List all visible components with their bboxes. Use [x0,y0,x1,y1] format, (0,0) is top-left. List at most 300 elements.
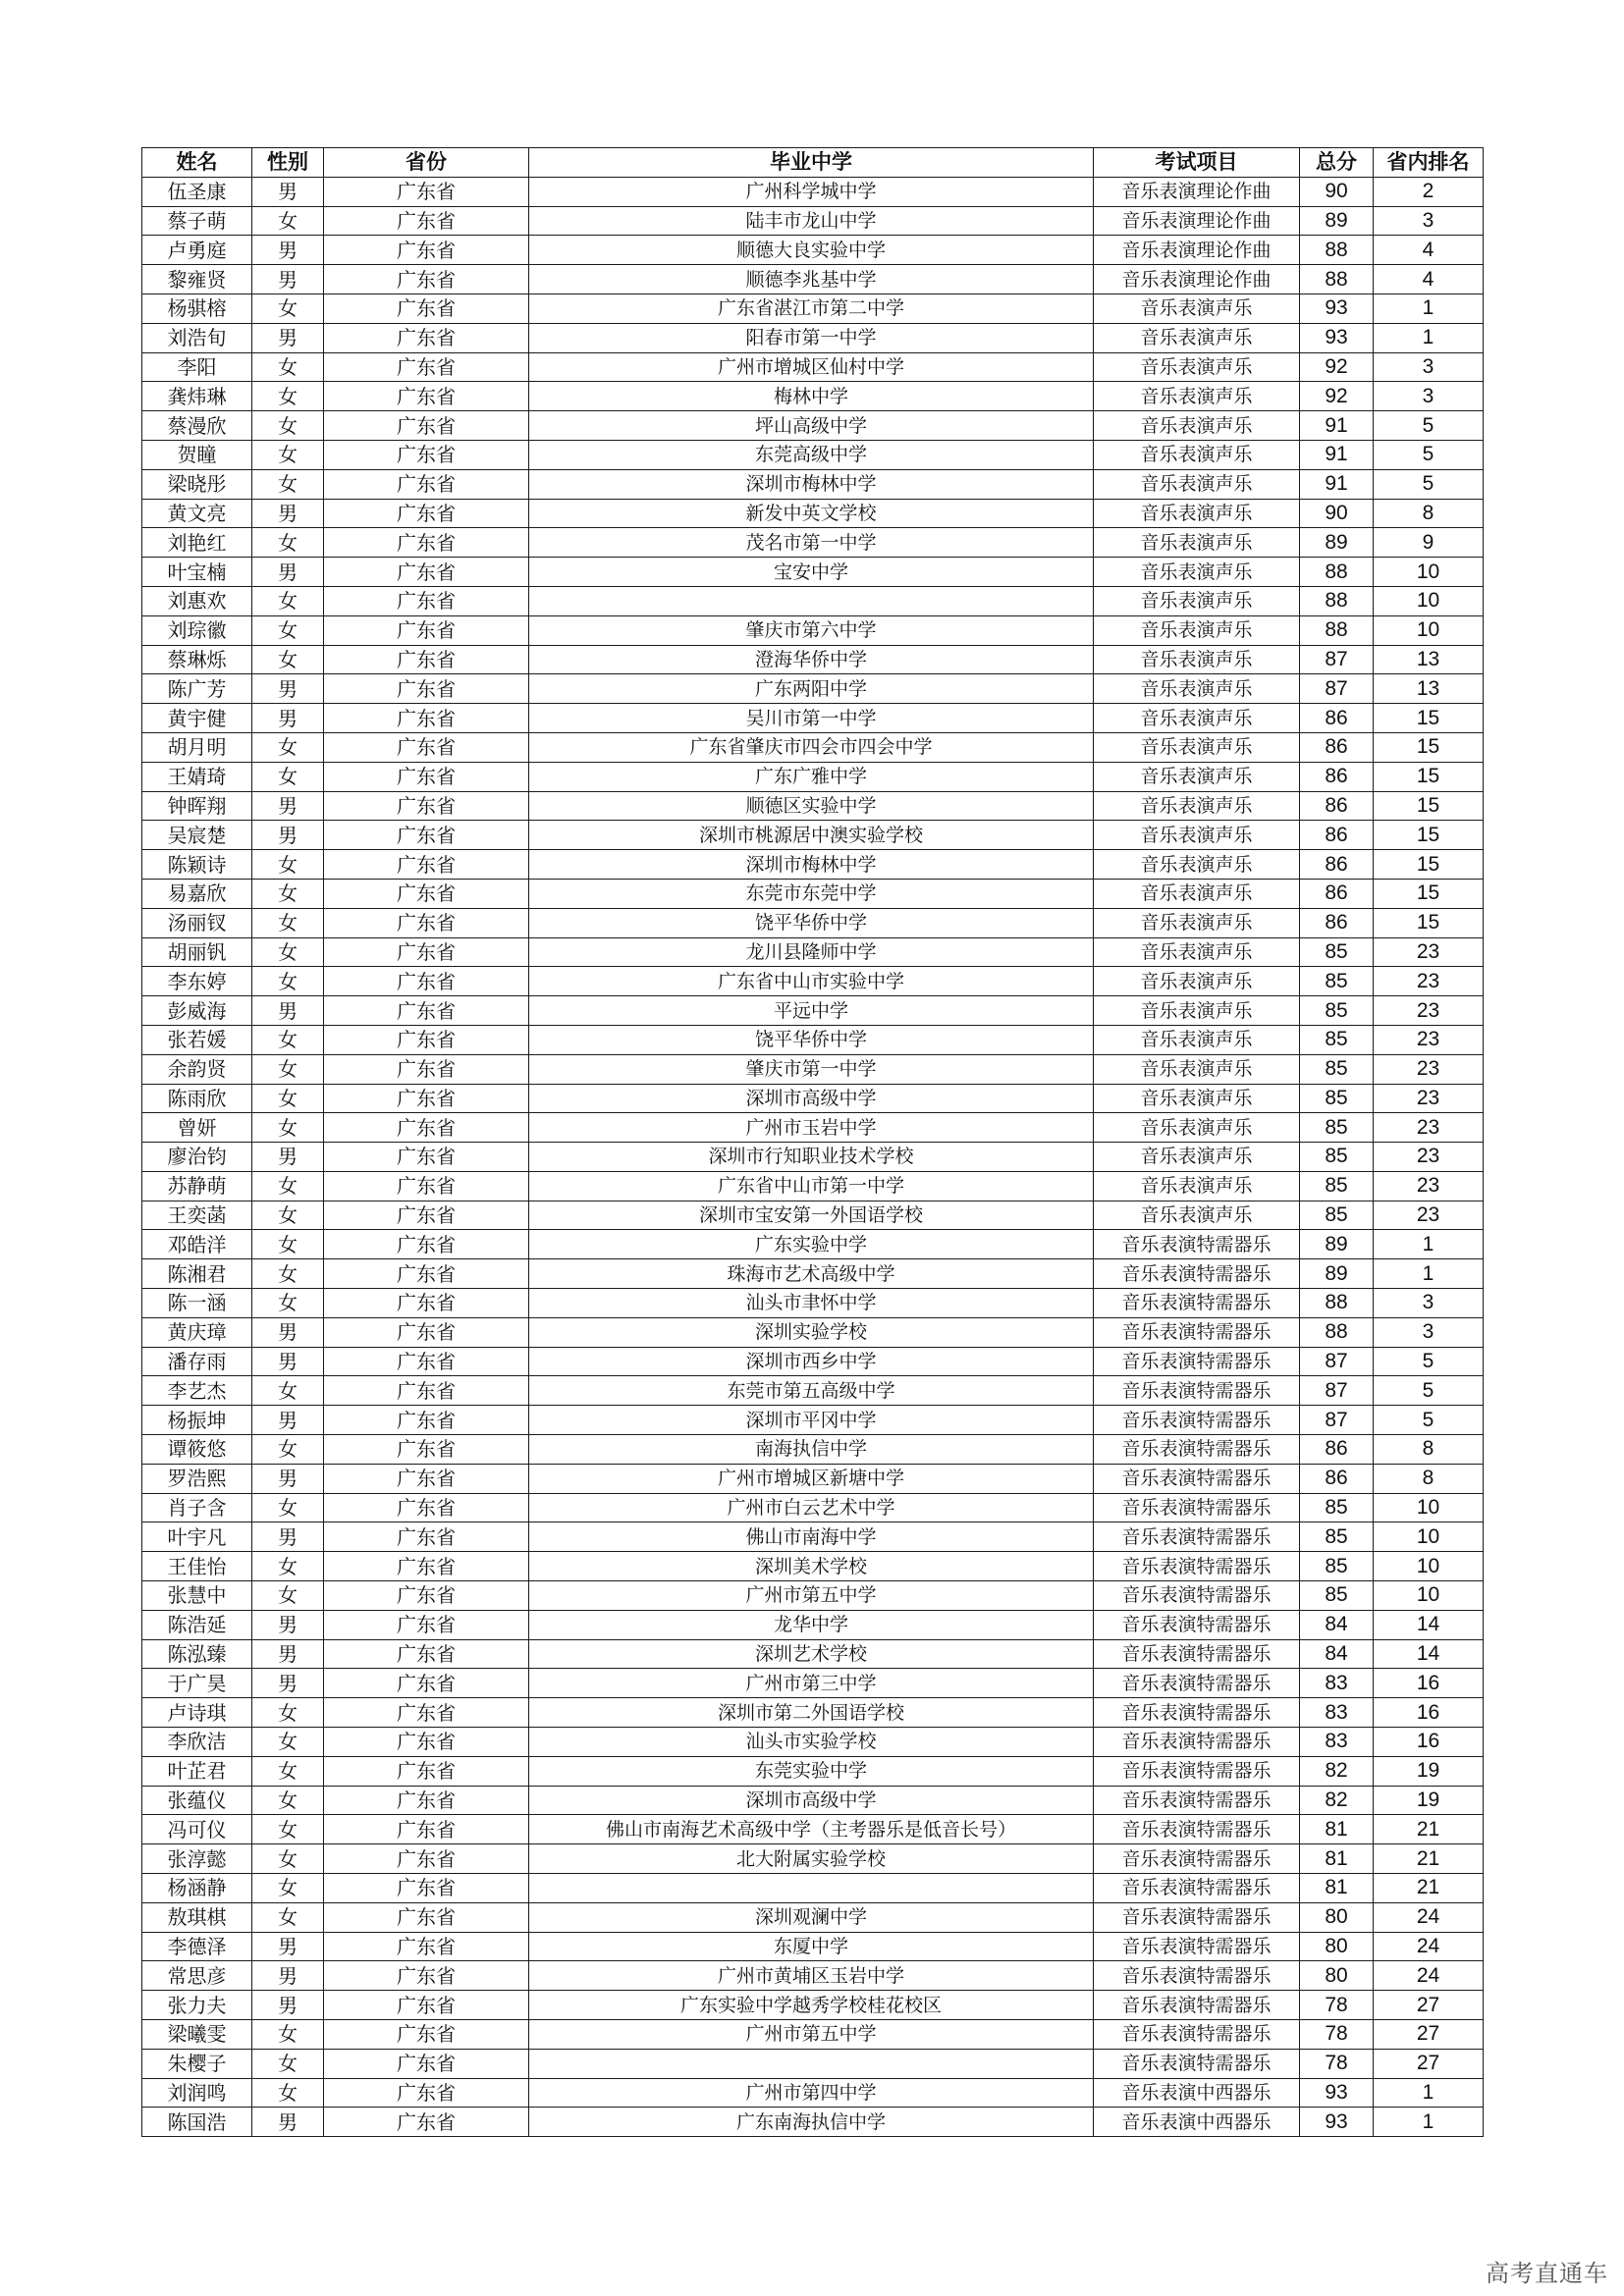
cell-gender: 男 [252,791,324,821]
cell-total-score: 93 [1300,323,1374,352]
cell-province: 广东省 [324,1932,529,1961]
cell-province: 广东省 [324,2020,529,2050]
table-row [142,1171,1484,1201]
table-row [142,1113,1484,1143]
cell-provincial-rank: 16 [1374,1728,1484,1757]
cell-exam-item: 音乐表演理论作曲 [1094,177,1300,206]
cell-exam-item: 音乐表演理论作曲 [1094,206,1300,236]
table-row [142,1230,1484,1259]
cell-provincial-rank: 16 [1374,1698,1484,1728]
cell-exam-item: 音乐表演特需器乐 [1094,1347,1300,1376]
cell-total-score: 87 [1300,674,1374,704]
cell-provincial-rank: 24 [1374,1961,1484,1991]
cell-school: 广州市增城区仙村中学 [529,352,1094,382]
cell-provincial-rank: 13 [1374,645,1484,674]
cell-exam-item: 音乐表演声乐 [1094,732,1300,762]
cell-name: 陈广芳 [142,674,252,704]
table-row [142,2020,1484,2050]
cell-province: 广东省 [324,1289,529,1318]
cell-total-score: 88 [1300,615,1374,645]
table-row [142,1786,1484,1815]
cell-province: 广东省 [324,1698,529,1728]
cell-provincial-rank: 8 [1374,499,1484,528]
cell-exam-item: 音乐表演声乐 [1094,1113,1300,1143]
cell-total-score: 87 [1300,1376,1374,1406]
cell-provincial-rank: 23 [1374,937,1484,967]
cell-exam-item: 音乐表演特需器乐 [1094,1317,1300,1347]
cell-school: 饶平华侨中学 [529,1025,1094,1054]
table-row [142,2108,1484,2137]
cell-gender: 女 [252,1493,324,1522]
table-row [142,1874,1484,1903]
cell-exam-item: 音乐表演特需器乐 [1094,1902,1300,1932]
cell-name: 余韵贤 [142,1054,252,1084]
cell-total-score: 85 [1300,1522,1374,1552]
table-header-row [142,148,1484,178]
cell-school: 广东省湛江市第二中学 [529,294,1094,323]
cell-exam-item: 音乐表演声乐 [1094,499,1300,528]
cell-gender: 女 [252,1786,324,1815]
cell-provincial-rank: 5 [1374,1406,1484,1435]
cell-school: 深圳实验学校 [529,1317,1094,1347]
cell-gender: 男 [252,2108,324,2137]
cell-school: 东莞实验中学 [529,1756,1094,1786]
cell-province: 广东省 [324,732,529,762]
cell-total-score: 85 [1300,1025,1374,1054]
cell-total-score: 88 [1300,1289,1374,1318]
cell-name: 蔡子萌 [142,206,252,236]
cell-total-score: 85 [1300,1552,1374,1581]
cell-province: 广东省 [324,469,529,499]
cell-name: 叶宝楠 [142,558,252,587]
cell-school: 深圳艺术学校 [529,1639,1094,1669]
table-row [142,674,1484,704]
cell-school: 深圳市桃源居中澳实验学校 [529,821,1094,850]
cell-provincial-rank: 23 [1374,1113,1484,1143]
cell-name: 胡丽钒 [142,937,252,967]
cell-province: 广东省 [324,1581,529,1611]
table-row [142,265,1484,294]
cell-exam-item: 音乐表演理论作曲 [1094,265,1300,294]
cell-provincial-rank: 16 [1374,1669,1484,1698]
cell-provincial-rank: 27 [1374,2049,1484,2078]
table-row [142,1844,1484,1874]
cell-provincial-rank: 23 [1374,1143,1484,1172]
cell-gender: 男 [252,1991,324,2020]
cell-gender: 女 [252,967,324,996]
table-row [142,1025,1484,1054]
cell-provincial-rank: 15 [1374,791,1484,821]
cell-school: 阳春市第一中学 [529,323,1094,352]
header-name: 姓名 [142,148,252,178]
cell-school: 吴川市第一中学 [529,704,1094,733]
cell-total-score: 93 [1300,2078,1374,2108]
cell-total-score: 81 [1300,1844,1374,1874]
cell-exam-item: 音乐表演中西器乐 [1094,2108,1300,2137]
cell-name: 王奕菡 [142,1201,252,1230]
cell-exam-item: 音乐表演特需器乐 [1094,1991,1300,2020]
cell-provincial-rank: 19 [1374,1786,1484,1815]
cell-gender: 男 [252,1961,324,1991]
table-row [142,1815,1484,1844]
cell-gender: 女 [252,1376,324,1406]
cell-school: 肇庆市第一中学 [529,1054,1094,1084]
table-row [142,879,1484,908]
cell-gender: 男 [252,704,324,733]
cell-total-score: 84 [1300,1610,1374,1639]
cell-school: 东莞市第五高级中学 [529,1376,1094,1406]
cell-exam-item: 音乐表演理论作曲 [1094,236,1300,265]
cell-school: 深圳市西乡中学 [529,1347,1094,1376]
cell-school [529,1874,1094,1903]
cell-total-score: 81 [1300,1815,1374,1844]
cell-total-score: 83 [1300,1698,1374,1728]
cell-school: 北大附属实验学校 [529,1844,1094,1874]
cell-exam-item: 音乐表演声乐 [1094,1025,1300,1054]
cell-province: 广东省 [324,1991,529,2020]
cell-name: 蔡琳烁 [142,645,252,674]
cell-school: 澄海华侨中学 [529,645,1094,674]
header-gender: 性别 [252,148,324,178]
cell-gender: 女 [252,1259,324,1289]
cell-total-score: 93 [1300,2108,1374,2137]
cell-gender: 女 [252,1230,324,1259]
cell-name: 朱樱子 [142,2049,252,2078]
cell-province: 广东省 [324,1815,529,1844]
cell-provincial-rank: 5 [1374,469,1484,499]
cell-exam-item: 音乐表演声乐 [1094,1143,1300,1172]
cell-total-score: 91 [1300,440,1374,469]
cell-gender: 女 [252,1756,324,1786]
cell-exam-item: 音乐表演特需器乐 [1094,1376,1300,1406]
cell-gender: 女 [252,2020,324,2050]
header-school: 毕业中学 [529,148,1094,178]
cell-total-score: 85 [1300,1113,1374,1143]
cell-gender: 男 [252,1932,324,1961]
cell-province: 广东省 [324,996,529,1026]
cell-school: 深圳美术学校 [529,1552,1094,1581]
table-row [142,1552,1484,1581]
cell-total-score: 88 [1300,236,1374,265]
cell-province: 广东省 [324,1054,529,1084]
cell-school: 深圳市梅林中学 [529,850,1094,880]
cell-exam-item: 音乐表演特需器乐 [1094,1552,1300,1581]
cell-gender: 男 [252,1610,324,1639]
cell-province: 广东省 [324,1317,529,1347]
cell-exam-item: 音乐表演特需器乐 [1094,1698,1300,1728]
cell-provincial-rank: 5 [1374,440,1484,469]
table-row [142,1143,1484,1172]
cell-school: 广州市玉岩中学 [529,1113,1094,1143]
cell-exam-item: 音乐表演声乐 [1094,294,1300,323]
cell-school: 广东广雅中学 [529,762,1094,791]
cell-gender: 女 [252,908,324,937]
cell-exam-item: 音乐表演声乐 [1094,996,1300,1026]
cell-school: 顺德区实验中学 [529,791,1094,821]
table-row [142,1289,1484,1318]
cell-exam-item: 音乐表演特需器乐 [1094,1728,1300,1757]
cell-provincial-rank: 23 [1374,1084,1484,1113]
cell-total-score: 82 [1300,1756,1374,1786]
cell-gender: 女 [252,937,324,967]
cell-school: 东厦中学 [529,1932,1094,1961]
cell-school [529,2049,1094,2078]
cell-total-score: 89 [1300,528,1374,558]
cell-province: 广东省 [324,1025,529,1054]
score-table [141,147,1484,2137]
table-row [142,2078,1484,2108]
cell-exam-item: 音乐表演特需器乐 [1094,1522,1300,1552]
watermark: 高考直通车 [1486,2260,1608,2287]
cell-total-score: 92 [1300,382,1374,411]
cell-name: 谭筱悠 [142,1435,252,1465]
cell-province: 广东省 [324,791,529,821]
cell-name: 李阳 [142,352,252,382]
cell-gender: 女 [252,1698,324,1728]
cell-name: 敖琪棋 [142,1902,252,1932]
table-row [142,821,1484,850]
cell-exam-item: 音乐表演声乐 [1094,615,1300,645]
cell-gender: 女 [252,352,324,382]
header-provincial-rank: 省内排名 [1374,148,1484,178]
cell-total-score: 83 [1300,1669,1374,1698]
cell-province: 广东省 [324,1171,529,1201]
cell-provincial-rank: 21 [1374,1874,1484,1903]
cell-total-score: 89 [1300,1230,1374,1259]
cell-total-score: 88 [1300,265,1374,294]
cell-exam-item: 音乐表演声乐 [1094,1054,1300,1084]
cell-gender: 男 [252,558,324,587]
cell-total-score: 80 [1300,1932,1374,1961]
cell-school: 顺德李兆基中学 [529,265,1094,294]
cell-name: 王婧琦 [142,762,252,791]
cell-province: 广东省 [324,908,529,937]
cell-provincial-rank: 5 [1374,1376,1484,1406]
cell-provincial-rank: 19 [1374,1756,1484,1786]
cell-gender: 男 [252,1143,324,1172]
cell-name: 陈一涵 [142,1289,252,1318]
cell-name: 张力夫 [142,1991,252,2020]
cell-gender: 女 [252,586,324,615]
cell-province: 广东省 [324,1143,529,1172]
cell-gender: 女 [252,1581,324,1611]
cell-province: 广东省 [324,1669,529,1698]
cell-province: 广东省 [324,1435,529,1465]
table-row [142,1435,1484,1465]
cell-gender: 女 [252,469,324,499]
cell-gender: 男 [252,265,324,294]
cell-name: 潘存雨 [142,1347,252,1376]
cell-province: 广东省 [324,1084,529,1113]
cell-provincial-rank: 3 [1374,1289,1484,1318]
table-row [142,762,1484,791]
cell-school: 广州市白云艺术中学 [529,1493,1094,1522]
table-row [142,177,1484,206]
cell-province: 广东省 [324,1201,529,1230]
cell-school: 东莞高级中学 [529,440,1094,469]
cell-school: 汕头市实验学校 [529,1728,1094,1757]
cell-name: 刘惠欢 [142,586,252,615]
cell-province: 广东省 [324,762,529,791]
cell-exam-item: 音乐表演声乐 [1094,469,1300,499]
cell-school: 茂名市第一中学 [529,528,1094,558]
cell-province: 广东省 [324,265,529,294]
cell-name: 卢勇庭 [142,236,252,265]
cell-exam-item: 音乐表演声乐 [1094,586,1300,615]
cell-province: 广东省 [324,411,529,441]
cell-gender: 男 [252,1317,324,1347]
cell-name: 蔡漫欣 [142,411,252,441]
cell-province: 广东省 [324,382,529,411]
header-exam-item: 考试项目 [1094,148,1300,178]
table-row [142,1902,1484,1932]
cell-total-score: 81 [1300,1874,1374,1903]
cell-gender: 男 [252,1347,324,1376]
table-row [142,586,1484,615]
cell-provincial-rank: 14 [1374,1610,1484,1639]
cell-total-score: 88 [1300,586,1374,615]
cell-gender: 女 [252,645,324,674]
cell-province: 广东省 [324,1230,529,1259]
cell-province: 广东省 [324,1610,529,1639]
cell-provincial-rank: 23 [1374,996,1484,1026]
cell-gender: 男 [252,1406,324,1435]
cell-province: 广东省 [324,1522,529,1552]
cell-total-score: 80 [1300,1961,1374,1991]
cell-exam-item: 音乐表演声乐 [1094,411,1300,441]
cell-gender: 男 [252,674,324,704]
cell-exam-item: 音乐表演声乐 [1094,674,1300,704]
cell-gender: 女 [252,528,324,558]
cell-province: 广东省 [324,323,529,352]
cell-provincial-rank: 3 [1374,1317,1484,1347]
cell-school: 新发中英文学校 [529,499,1094,528]
cell-gender: 女 [252,294,324,323]
cell-province: 广东省 [324,1639,529,1669]
cell-provincial-rank: 23 [1374,1054,1484,1084]
table-row [142,323,1484,352]
cell-name: 张慧中 [142,1581,252,1611]
cell-exam-item: 音乐表演特需器乐 [1094,1259,1300,1289]
cell-school: 深圳观澜中学 [529,1902,1094,1932]
cell-total-score: 88 [1300,558,1374,587]
cell-gender: 女 [252,615,324,645]
cell-provincial-rank: 23 [1374,1201,1484,1230]
table-row [142,499,1484,528]
table-row [142,937,1484,967]
cell-province: 广东省 [324,704,529,733]
cell-provincial-rank: 15 [1374,732,1484,762]
cell-provincial-rank: 10 [1374,1493,1484,1522]
cell-school: 广东两阳中学 [529,674,1094,704]
cell-school: 肇庆市第六中学 [529,615,1094,645]
cell-name: 陈颖诗 [142,850,252,880]
cell-provincial-rank: 4 [1374,265,1484,294]
cell-province: 广东省 [324,821,529,850]
cell-gender: 女 [252,440,324,469]
header-total-score: 总分 [1300,148,1374,178]
cell-exam-item: 音乐表演特需器乐 [1094,1289,1300,1318]
cell-total-score: 85 [1300,1581,1374,1611]
table-row [142,236,1484,265]
cell-provincial-rank: 1 [1374,1230,1484,1259]
table-row [142,1084,1484,1113]
cell-name: 曾妍 [142,1113,252,1143]
table-row [142,967,1484,996]
cell-exam-item: 音乐表演中西器乐 [1094,2078,1300,2108]
cell-school: 广州科学城中学 [529,177,1094,206]
cell-name: 梁曦雯 [142,2020,252,2050]
cell-school: 宝安中学 [529,558,1094,587]
cell-provincial-rank: 23 [1374,1171,1484,1201]
cell-total-score: 83 [1300,1728,1374,1757]
table-row [142,1406,1484,1435]
cell-total-score: 86 [1300,821,1374,850]
cell-provincial-rank: 8 [1374,1464,1484,1493]
cell-exam-item: 音乐表演特需器乐 [1094,1493,1300,1522]
cell-exam-item: 音乐表演声乐 [1094,528,1300,558]
cell-name: 刘琮徽 [142,615,252,645]
cell-total-score: 85 [1300,1201,1374,1230]
cell-gender: 女 [252,411,324,441]
cell-provincial-rank: 15 [1374,762,1484,791]
cell-total-score: 85 [1300,937,1374,967]
cell-total-score: 87 [1300,1406,1374,1435]
cell-total-score: 86 [1300,762,1374,791]
cell-gender: 女 [252,1201,324,1230]
cell-province: 广东省 [324,586,529,615]
cell-exam-item: 音乐表演声乐 [1094,967,1300,996]
cell-total-score: 82 [1300,1786,1374,1815]
cell-provincial-rank: 24 [1374,1932,1484,1961]
cell-name: 张淳懿 [142,1844,252,1874]
table-row [142,1991,1484,2020]
table-row [142,382,1484,411]
cell-school: 广东省中山市第一中学 [529,1171,1094,1201]
cell-total-score: 89 [1300,206,1374,236]
cell-school: 深圳市高级中学 [529,1084,1094,1113]
cell-name: 杨涵静 [142,1874,252,1903]
cell-total-score: 86 [1300,732,1374,762]
cell-exam-item: 音乐表演特需器乐 [1094,1610,1300,1639]
cell-gender: 男 [252,499,324,528]
cell-name: 钟晖翔 [142,791,252,821]
cell-school: 广州市黄埔区玉岩中学 [529,1961,1094,1991]
table-row [142,732,1484,762]
cell-name: 冯可仪 [142,1815,252,1844]
cell-province: 广东省 [324,1406,529,1435]
cell-gender: 女 [252,1289,324,1318]
table-row [142,1317,1484,1347]
cell-gender: 女 [252,1113,324,1143]
cell-total-score: 85 [1300,1084,1374,1113]
cell-name: 常思彦 [142,1961,252,1991]
cell-exam-item: 音乐表演声乐 [1094,821,1300,850]
cell-province: 广东省 [324,499,529,528]
cell-province: 广东省 [324,645,529,674]
cell-total-score: 88 [1300,1317,1374,1347]
table-row [142,1581,1484,1611]
cell-name: 陈雨欣 [142,1084,252,1113]
cell-province: 广东省 [324,1756,529,1786]
table-row [142,1669,1484,1698]
table-row [142,704,1484,733]
cell-provincial-rank: 10 [1374,1522,1484,1552]
cell-provincial-rank: 23 [1374,1025,1484,1054]
cell-name: 叶芷君 [142,1756,252,1786]
table-row [142,996,1484,1026]
cell-province: 广东省 [324,937,529,967]
